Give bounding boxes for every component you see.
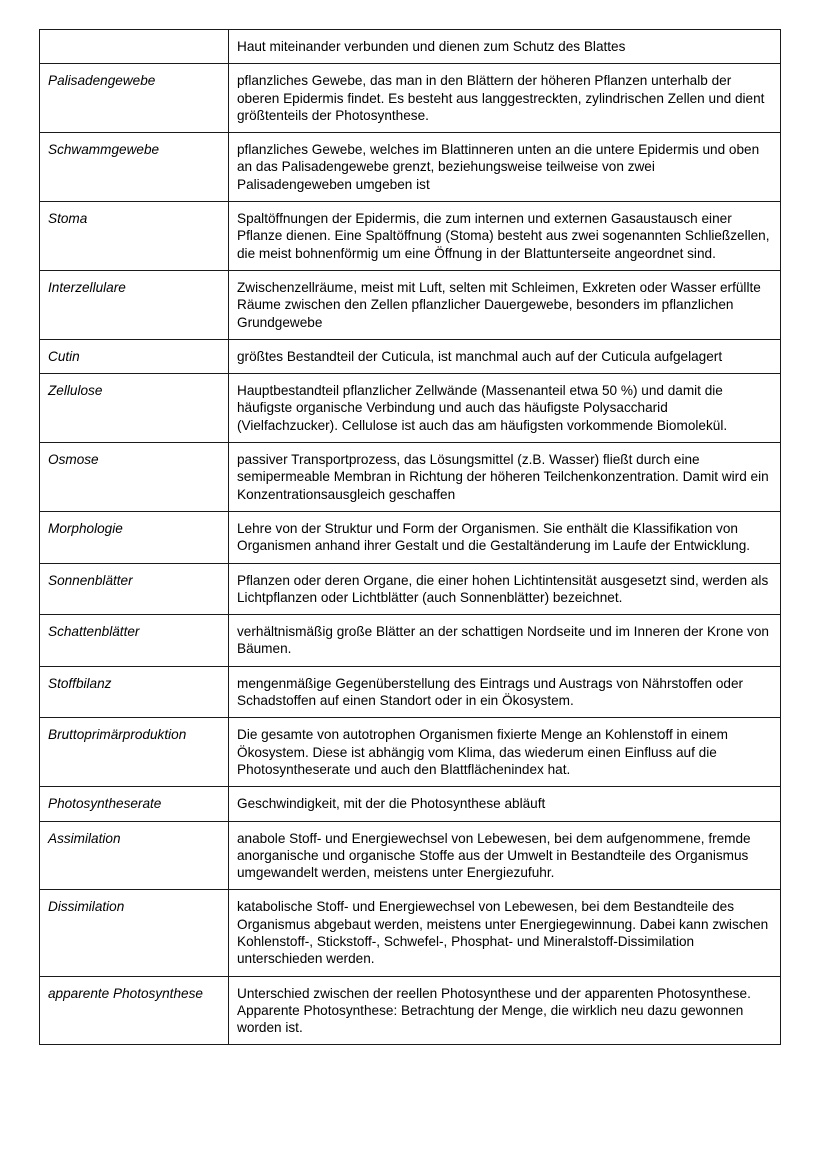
definition-cell: Lehre von der Struktur und Form der Organismen. Sie enthält die Klassifikation von Organismen anhand ihrer Gestalt und die Gestaltänderung im Laufe der Entwicklung. bbox=[229, 511, 781, 563]
definition-cell: Zwischenzellräume, meist mit Luft, selten mit Schleimen, Exkreten oder Wasser erfüllte Räume zwischen den Zellen pflanzlicher Dauergewebe, besonders im pflanzlichen Grundgewebe bbox=[229, 270, 781, 339]
term-cell: Dissimilation bbox=[40, 890, 229, 976]
definition-cell: verhältnismäßig große Blätter an der schattigen Nordseite und im Inneren der Krone von Bäumen. bbox=[229, 615, 781, 667]
definition-cell: pflanzliches Gewebe, welches im Blattinneren unten an die untere Epidermis und oben an das Palisadengewebe grenzt, beziehungsweise teilweise von zwei Palisadengeweben umgeben ist bbox=[229, 133, 781, 202]
table-row bbox=[40, 563, 781, 615]
table-row bbox=[40, 976, 781, 1045]
term-cell: Assimilation bbox=[40, 821, 229, 890]
definition-cell: Spaltöffnungen der Epidermis, die zum internen und externen Gasaustausch einer Pflanze dienen. Eine Spaltöffnung (Stoma) besteht aus zwei sogenannten Schließzellen, die meist bohnenförmig um eine Öffnung in der Blattunterseite angeordnet sind. bbox=[229, 202, 781, 271]
term-cell: Palisadengewebe bbox=[40, 64, 229, 133]
definition-cell: mengenmäßige Gegenüberstellung des Eintrags und Austrags von Nährstoffen oder Schadstoffen auf einen Standort oder in ein Ökosystem. bbox=[229, 666, 781, 718]
term-cell: apparente Photosynthese bbox=[40, 976, 229, 1045]
term-cell bbox=[40, 30, 229, 64]
definition-cell: passiver Transportprozess, das Lösungsmittel (z.B. Wasser) fließt durch eine semipermeable Membran in Richtung der höheren Teilchenkonzentration. Damit wird ein Konzentrationsausgleich geschaffen bbox=[229, 443, 781, 512]
glossary-table bbox=[39, 29, 781, 1045]
term-cell: Zellulose bbox=[40, 374, 229, 443]
definition-cell: Geschwindigkeit, mit der die Photosynthese abläuft bbox=[229, 787, 781, 821]
table-row bbox=[40, 511, 781, 563]
term-cell: Photosyntheserate bbox=[40, 787, 229, 821]
table-row bbox=[40, 339, 781, 373]
table-row bbox=[40, 718, 781, 787]
table-row bbox=[40, 374, 781, 443]
term-cell: Cutin bbox=[40, 339, 229, 373]
term-cell: Stoma bbox=[40, 202, 229, 271]
table-row bbox=[40, 615, 781, 667]
table-row bbox=[40, 666, 781, 718]
definition-cell: anabole Stoff- und Energiewechsel von Lebewesen, bei dem aufgenommene, fremde anorganische und organische Stoffe aus der Umwelt in Bestandteile des Organismus umgewandelt werden, meistens unter Energiezufuhr. bbox=[229, 821, 781, 890]
term-cell: Stoffbilanz bbox=[40, 666, 229, 718]
definition-cell: größtes Bestandteil der Cuticula, ist manchmal auch auf der Cuticula aufgelagert bbox=[229, 339, 781, 373]
term-cell: Schattenblätter bbox=[40, 615, 229, 667]
table-row bbox=[40, 443, 781, 512]
table-row bbox=[40, 890, 781, 976]
table-row bbox=[40, 202, 781, 271]
definition-cell: Haut miteinander verbunden und dienen zum Schutz des Blattes bbox=[229, 30, 781, 64]
table-row bbox=[40, 787, 781, 821]
definition-cell: Die gesamte von autotrophen Organismen fixierte Menge an Kohlenstoff in einem Ökosystem. Diese ist abhängig vom Klima, das wiederum einen Einfluss auf die Photosyntheserate und auch den Blattflächenindex hat. bbox=[229, 718, 781, 787]
definition-cell: Unterschied zwischen der reellen Photosynthese und der apparenten Photosynthese. Apparente Photosynthese: Betrachtung der Menge, die wirklich neu dazu gewonnen worden ist. bbox=[229, 976, 781, 1045]
table-row bbox=[40, 821, 781, 890]
table-row bbox=[40, 270, 781, 339]
definition-cell: Hauptbestandteil pflanzlicher Zellwände (Massenanteil etwa 50 %) und damit die häufigste organische Verbindung und auch das häufigste Polysaccharid (Vielfachzucker). Cellulose ist auch das am häufigsten vorkommende Biomolekül. bbox=[229, 374, 781, 443]
term-cell: Osmose bbox=[40, 443, 229, 512]
table-row bbox=[40, 64, 781, 133]
glossary-body bbox=[40, 30, 781, 1045]
term-cell: Interzellulare bbox=[40, 270, 229, 339]
table-row bbox=[40, 30, 781, 64]
definition-cell: pflanzliches Gewebe, das man in den Blättern der höheren Pflanzen unterhalb der oberen Epidermis findet. Es besteht aus langgestreckten, zylindrischen Zellen und dient größtenteils der Photosynthese. bbox=[229, 64, 781, 133]
term-cell: Sonnenblätter bbox=[40, 563, 229, 615]
definition-cell: katabolische Stoff- und Energiewechsel von Lebewesen, bei dem Bestandteile des Organismus abgebaut werden, meistens unter Energiegewinnung. Dabei kann zwischen Kohlenstoff-, Stickstoff-, Schwefel-, Phosphat- und Mineralstoff-Dissimilation unterschieden werden. bbox=[229, 890, 781, 976]
term-cell: Bruttoprimärproduktion bbox=[40, 718, 229, 787]
term-cell: Morphologie bbox=[40, 511, 229, 563]
definition-cell: Pflanzen oder deren Organe, die einer hohen Lichtintensität ausgesetzt sind, werden als Lichtpflanzen oder Lichtblätter (auch Sonnenblätter) bezeichnet. bbox=[229, 563, 781, 615]
table-row bbox=[40, 133, 781, 202]
term-cell: Schwammgewebe bbox=[40, 133, 229, 202]
